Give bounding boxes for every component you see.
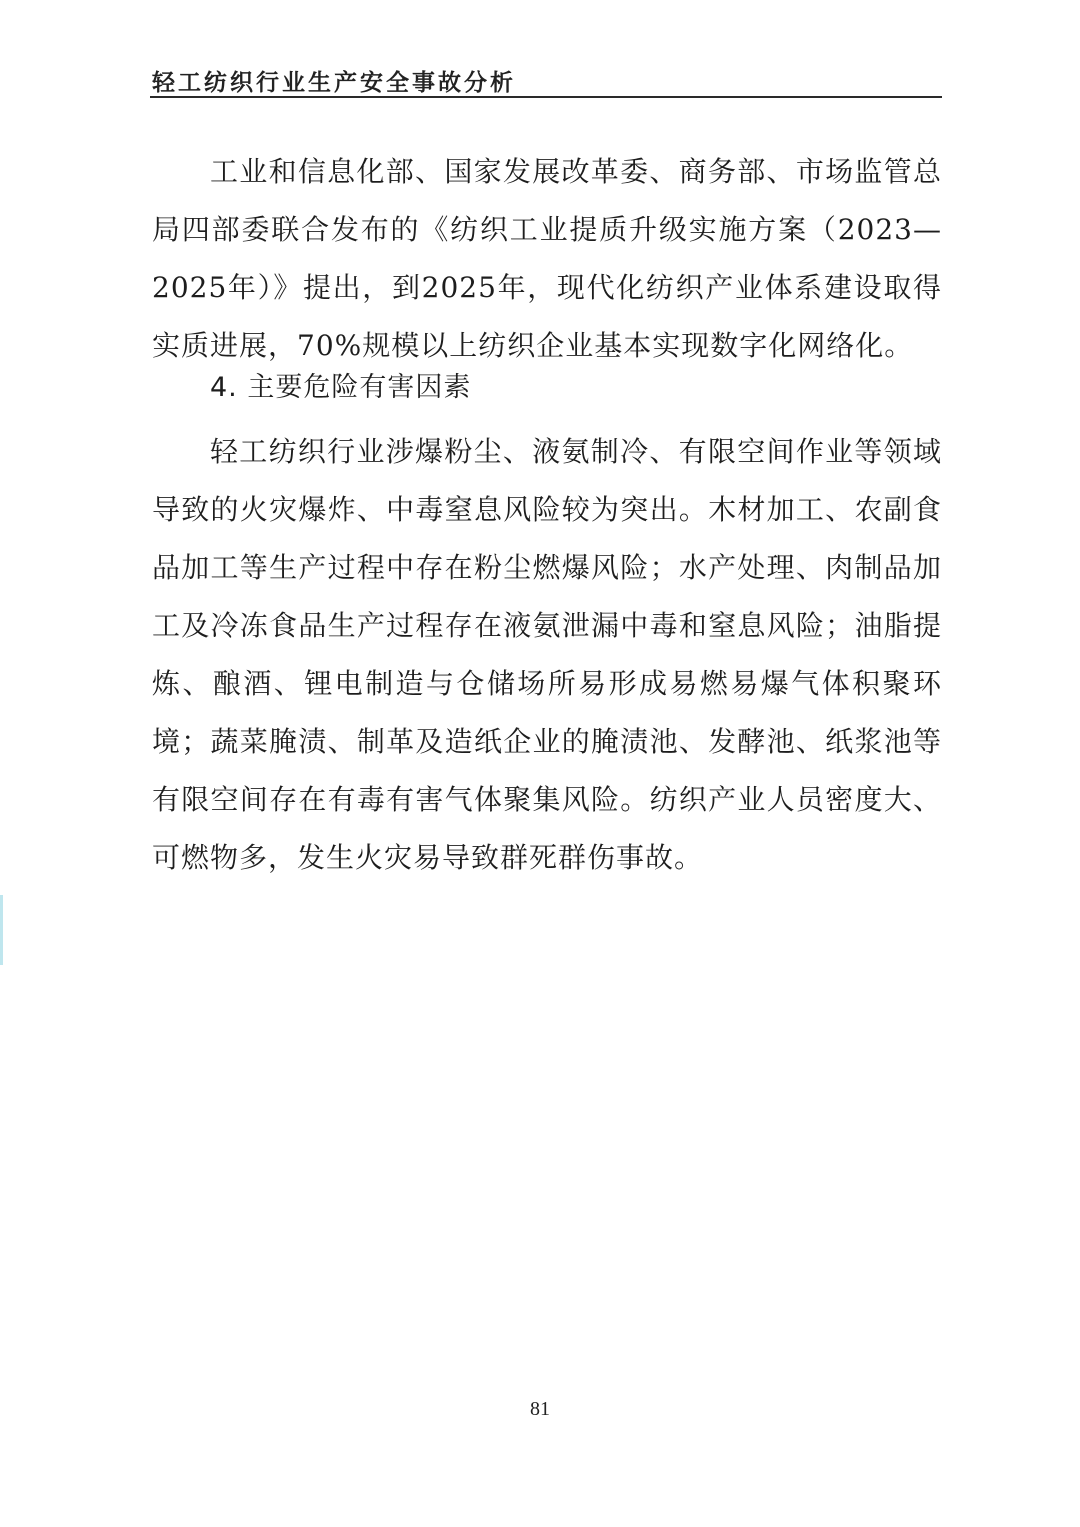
header-rule (150, 96, 942, 98)
paragraph-textile-plan: 工业和信息化部、国家发展改革委、商务部、市场监管总局四部委联合发布的《纺织工业提质升级实施方案（2023—2025年）》提出，到2025年，现代化纺织产业体系建设取得实质进展，70%规模以上纺织企业基本实现数字化网络化。 (152, 155, 942, 362)
paragraph-hazard-factors: 轻工纺织行业涉爆粉尘、液氨制冷、有限空间作业等领域导致的火灾爆炸、中毒窒息风险较为突出。木材加工、农副食品加工等生产过程中存在粉尘燃爆风险；水产处理、肉制品加工及冷冻食品生产过程存在液氨泄漏中毒和窒息风险；油脂提炼、酿酒、锂电制造与仓储场所易形成易燃易爆气体积聚环境；蔬菜腌渍、制革及造纸企业的腌渍池、发酵池、纸浆池等有限空间存在有毒有害气体聚集风险。纺织产业人员密度大、可燃物多，发生火灾易导致群死群伤事故。 (152, 435, 942, 874)
page-number: 81 (530, 1398, 550, 1420)
section-heading-hazards: 4. 主要危险有害因素 (210, 372, 472, 403)
scan-edge-mark (0, 895, 3, 965)
running-header: 轻工纺织行业生产安全事故分析 (152, 70, 516, 96)
